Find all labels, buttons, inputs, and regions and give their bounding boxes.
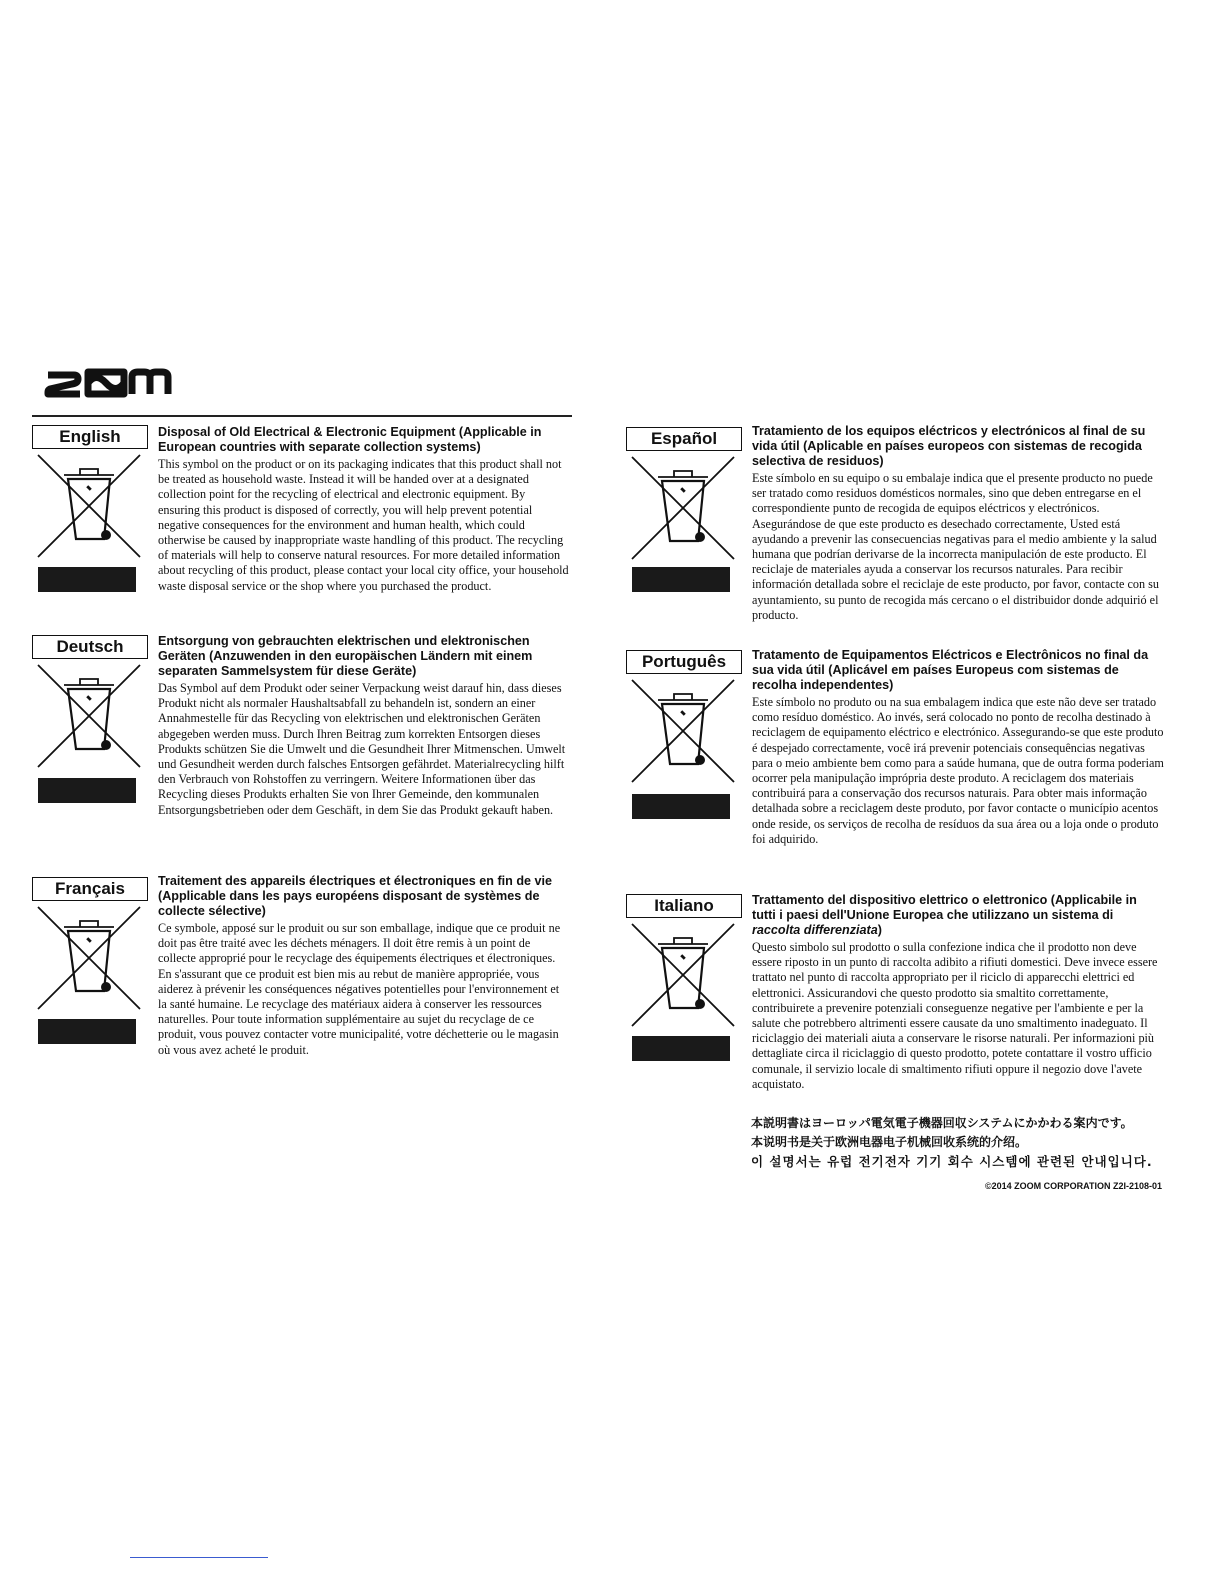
chinese-note: 本说明书是关于欧洲电器电子机械回收系统的介绍。 — [751, 1135, 1028, 1149]
section-body: Questo simbolo sul prodotto o sulla confezione indica che il prodotto non deve essere riposto in un punto di raccolta adibito a rifiuti domestici. Deve invece essere trattato nel punto di raccolta appropriato per il riciclo di apparecchi elettrici ed elettronici. Assicurandovi che questo prodotto sia smaltito correttamente, contribuirete a prevenire potenziali conseguenze negative per l'ambiente e per la salute che potrebbero altrimenti essere causate da uno smaltimento inadeguato. Il riciclaggio dei materiali aiuta a conservare le risorse naturali. Per informazioni più dettagliate circa il riciclaggio di questo prodotto, potete contattare il vostro ufficio comunale, il servizio locale di smaltimento rifiuti oppure il negozio dove l'avete acquistato. — [752, 940, 1158, 1091]
weee-bar — [38, 778, 136, 803]
section-title: Entsorgung von gebrauchten elektrischen und elektronischen Geräten (Anzuwenden in den europäischen Ländern mit einem separaten Sammelsystem für diese Geräte) — [158, 634, 533, 678]
copyright: ©2014 ZOOM CORPORATION Z2I-2108-01 — [985, 1181, 1163, 1191]
section-body: Das Symbol auf dem Produkt oder seiner Verpackung weist darauf hin, dass dieses Produkt nicht als normaler Haushaltsabfall zu behandeln ist, sondern an einer Annahmestelle für das Recycling von elektrischen und elektronischen Geräten abgegeben werden muss. Durch Ihren Beitrag zum korrekten Entsorgen dieses Produkts schützen Sie die Umwelt und die Gesundheit Ihrer Mitmenschen. Umwelt und Gesundheit werden durch falsches Entsorgen gefährdet. Materialrecycling hilft den Verbrauch von Rohstoffen zu verringern. Weitere Informationen über das Recycling dieses Produkts erhalten Sie von Ihrer Gemeinde, den kommunalen Entsorgungsbetrieben oder dem Geschäft, in dem Sie das Produkt gekauft haben. — [158, 681, 566, 817]
weee-bin-icon — [630, 678, 736, 791]
section-body: Ce symbole, apposé sur le produit ou sur son emballage, indique que ce produit ne doit pas être traité avec les déchets ménagers. Il doit être remis à un point de collecte approprié pour le recyclage des équipements électriques et électroniques. En s'assurant que ce produit est bien mis au rebut de manière appropriée, vous aiderez à prévenir les conséquences négatives potentielles pour l'environnement et la santé humaine. Le recyclage des matériaux aidera à conserver les ressources naturelles. Pour toute information supplémentaire au sujet du recyclage de ce produit, vous pouvez contacter votre municipalité, votre déchetterie ou le magasin où vous avez acheté le produit. — [158, 921, 561, 1057]
section-title: Tratamiento de los equipos eléctricos y electrónicos al final de su vida útil (Aplicable en países europeos con sistemas de recogida selectiva de residuos) — [752, 424, 1146, 468]
zoom-logo — [44, 368, 230, 403]
weee-bar — [38, 567, 136, 592]
weee-bar — [632, 567, 730, 592]
section-title: Traitement des appareils électriques et électroniques en fin de vie (Applicable dans les pays européens disposant de systèmes de collecte sélective) — [158, 874, 553, 918]
asian-notes — [751, 1114, 1153, 1171]
title-end: ) — [877, 923, 882, 937]
header-rule — [32, 415, 572, 417]
weee-bin-icon — [36, 453, 142, 566]
weee-bin-icon — [36, 663, 142, 776]
section-body: Este símbolo en su equipo o su embalaje indica que el presente producto no puede ser tratado como residuos domésticos normales, sino que deben entregarse en el correspondiente punto de recogida de equipos eléctricos y electrónicos. Asegurándose de que este producto es desechado correctamente, Usted está ayudando a prevenir las consecuencias negativas para el medio ambiente y la salud humana que podrían derivarse de la incorrecta manipulación de este producto. El reciclaje de materiales ayuda a conservar los recursos naturales. Para recibir información detallada sobre el reciclaje de este producto, por favor, contacte con su ayuntamiento, su punto de recogida más cercano o el distribuidor donde adquirió el producto. — [752, 471, 1159, 622]
language-label: English — [32, 425, 148, 449]
weee-bar — [632, 794, 730, 819]
korean-note: 이 설명서는 유럽 전기전자 기기 회수 시스템에 관련된 안내입니다. — [751, 1154, 1153, 1169]
section-title — [752, 893, 1164, 938]
title-italic: raccolta differenziata — [752, 923, 878, 937]
japanese-note: 本説明書はヨーロッパ電気電子機器回収システムにかかわる案内です。 — [751, 1116, 1133, 1130]
weee-bar — [632, 1036, 730, 1061]
language-label: Español — [626, 427, 742, 451]
weee-bin-icon — [630, 922, 736, 1035]
bottom-link-underline — [130, 1557, 268, 1558]
section-body: Este símbolo no produto ou na sua embalagem indica que este não deve ser tratado como resíduo doméstico. Ao invés, será colocado no ponto de recolha destinado à reciclagem de equipamento eléctrico e electrónico. Assegurando-se que este produto é despejado correctamente, você irá prevenir potenciais consequências negativas para o meio ambiente bem como para a saúde humana, que de outra forma poderiam ocorrer pela manipulação imprópria deste produto. A reciclagem dos materiais contribuirá para a conservação dos recursos naturais. Para obter mais informação detalhada sobre a reciclagem deste produto, por favor contacte o município acentos onde reside, os serviços de recolha de resíduos da sua área ou a loja onde o produto foi adquirido. — [752, 695, 1164, 846]
section-title: Tratamento de Equipamentos Eléctricos e Electrônicos no final da sua vida útil (Aplicável em países Europeus com sistemas de recolha independentes) — [752, 648, 1149, 692]
zoom-logo-graphic — [44, 368, 230, 398]
title-main: Trattamento del dispositivo elettrico o elettronico (Applicabile in tutti i paesi dell'Unione Europea che utilizzano un sistema di — [752, 893, 1137, 922]
language-label: Português — [626, 650, 742, 674]
weee-bin-icon — [630, 455, 736, 568]
language-label: Français — [32, 877, 148, 901]
section-body: This symbol on the product or on its packaging indicates that this product shall not be treated as household waste. Instead it will be handed over at a designated collection point for the recycling of electrical and electronic equipment. By ensuring this product is disposed of correctly, you will help prevent potential negative consequences for the environment and human health, which could otherwise be caused by inappropriate waste handling of this product. The recycling of materials will help to conserve natural resources. For more detailed information about recycling of this product, please contact your local city office, your household waste disposal service or the shop where you purchased the product. — [158, 457, 569, 593]
language-label: Italiano — [626, 894, 742, 918]
language-label: Deutsch — [32, 635, 148, 659]
weee-bin-icon — [36, 905, 142, 1018]
section-title: Disposal of Old Electrical & Electronic Equipment (Applicable in European countries with separate collection systems) — [158, 425, 542, 454]
weee-bar — [38, 1019, 136, 1044]
